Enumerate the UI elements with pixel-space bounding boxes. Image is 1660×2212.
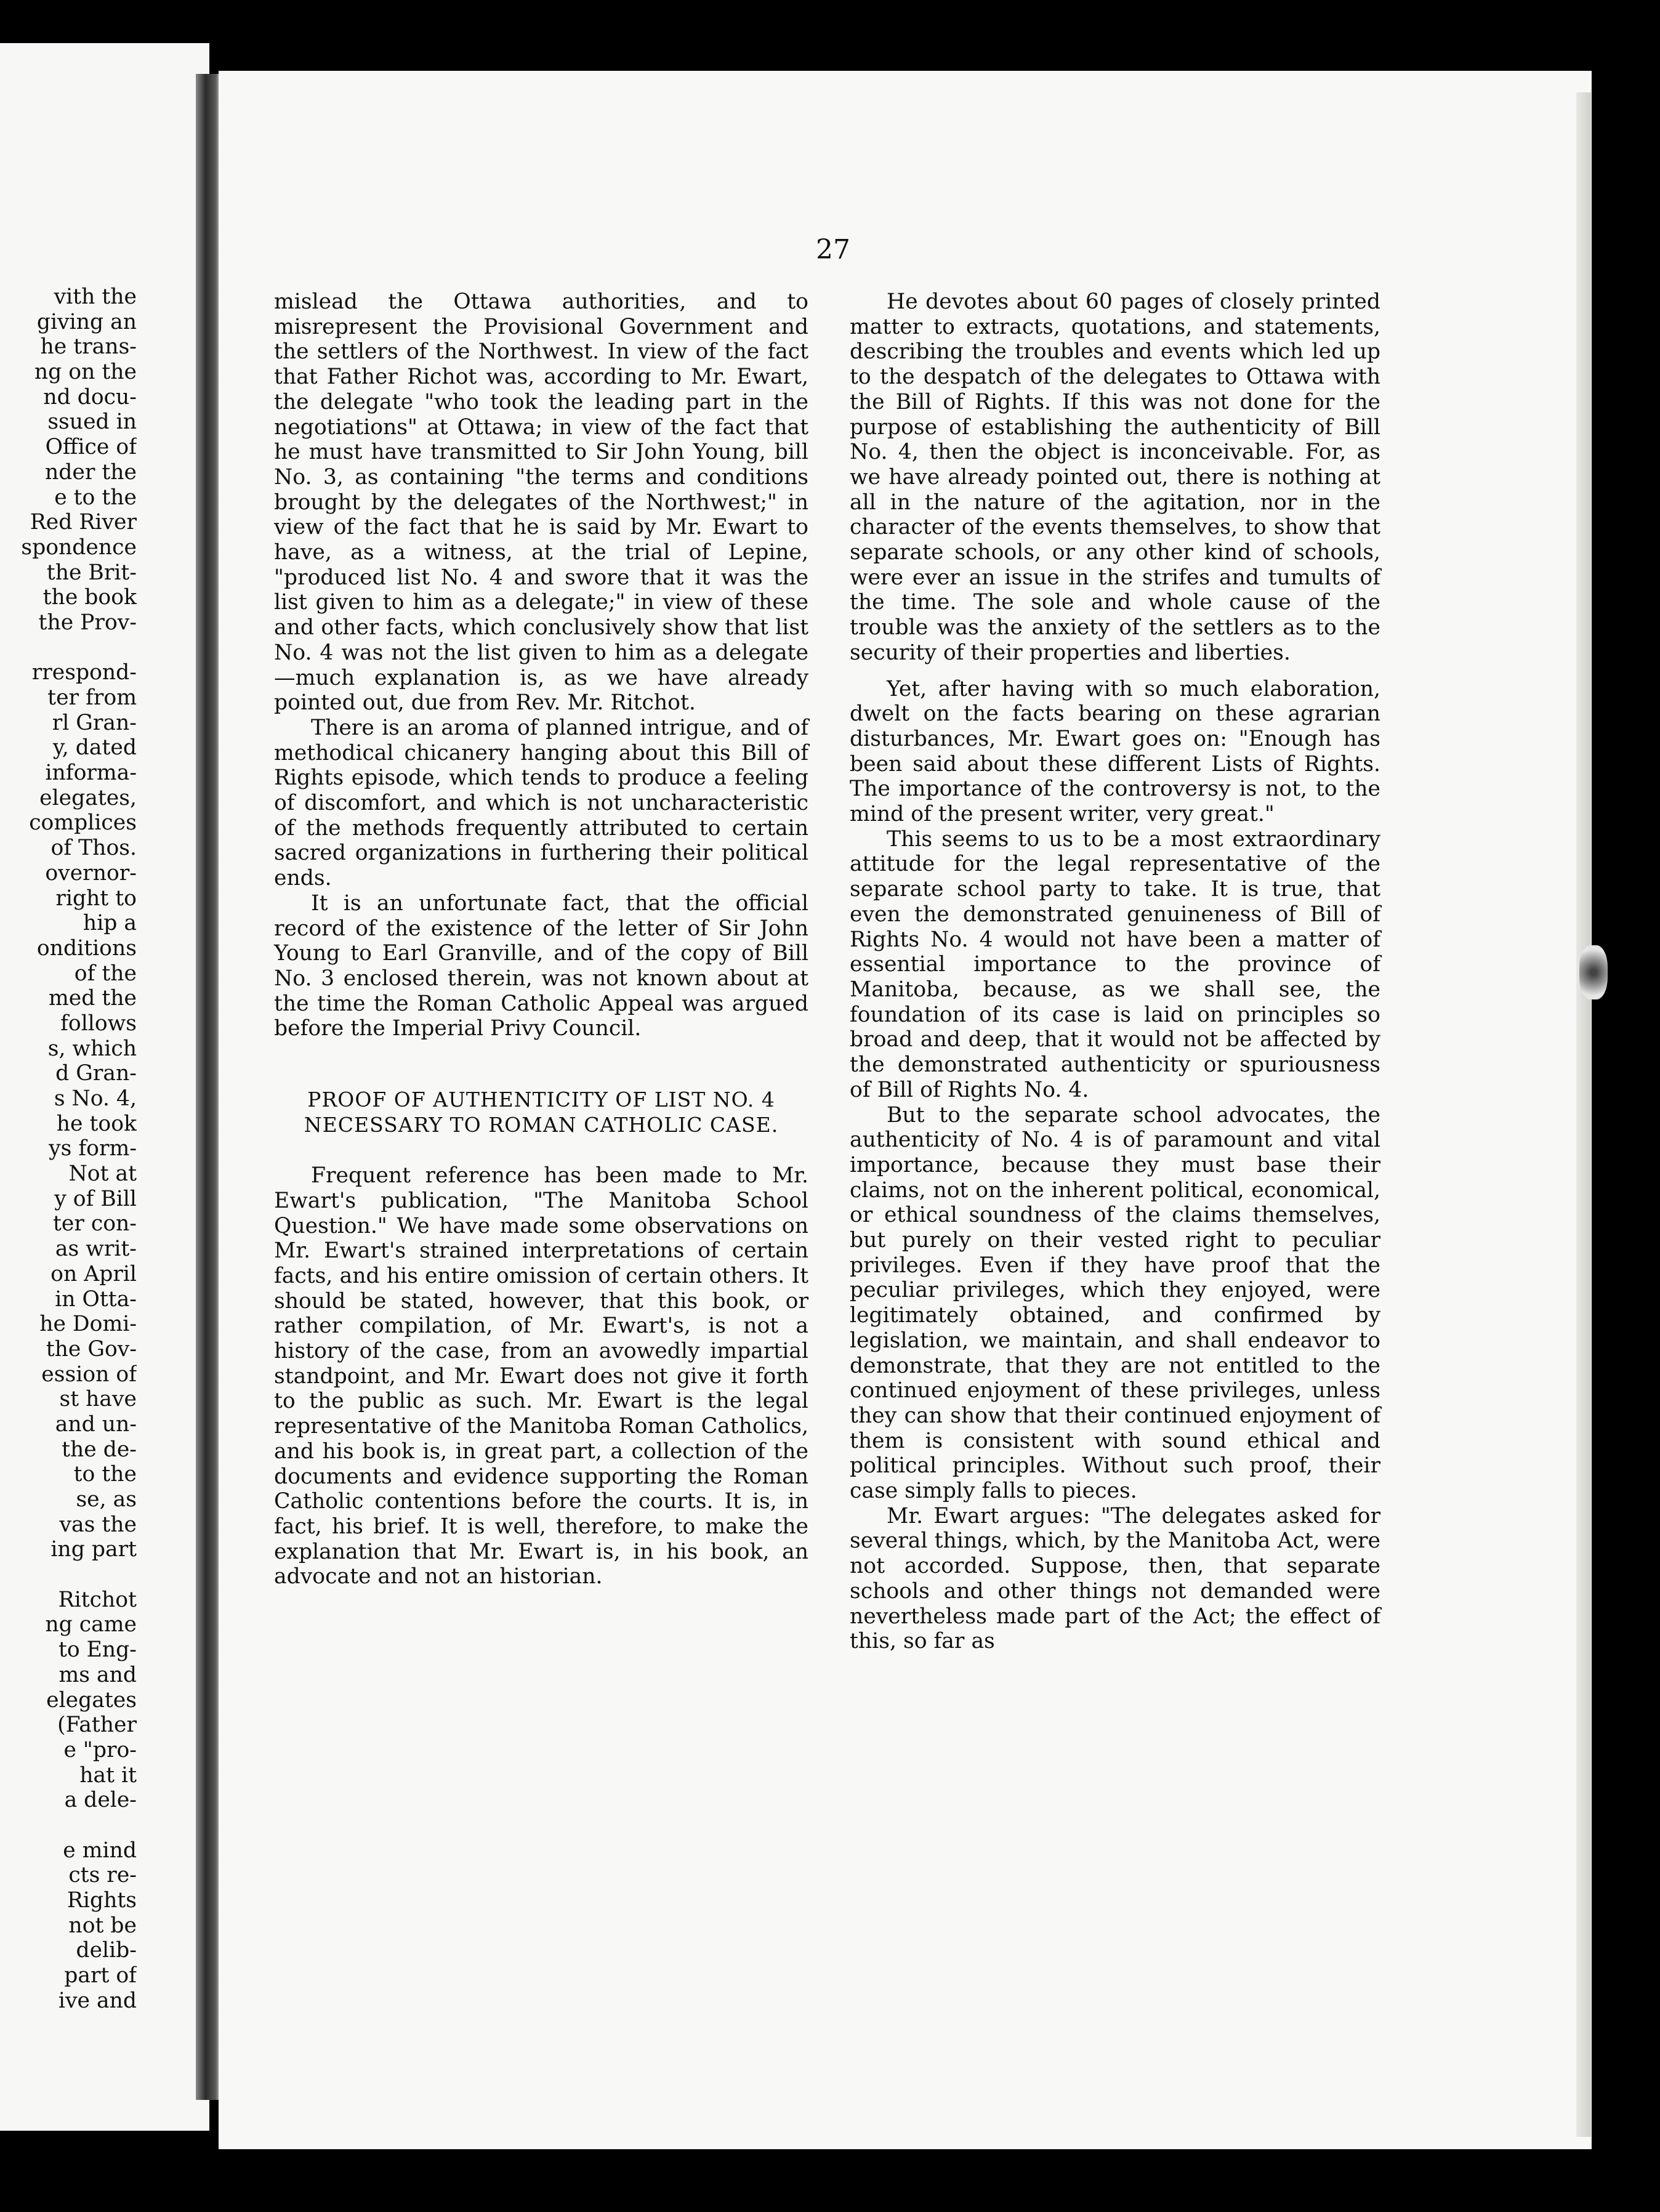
fragment-line: giving an <box>36 309 137 334</box>
fragment-line: Not at <box>68 1161 137 1187</box>
paragraph: He devotes about 60 pages of closely printed matter to extracts, quotations, and statements, describing the troubles and events which led up to the despatch of the delegates to Ottawa with the Bill of Rights. If this was not done for the purpose of establishing the authenticity of Bill No. 4, then the object is inconceivable. For, as we have already pointed out, there is nothing at all in the nature of the agitation, nor in the character of the events themselves, to show that separate schools, or any other kind of schools, were ever an issue in the strifes and tumults of the time. The sole and whole cause of the trouble was the anxiety of the settlers as to the security of their properties and liberties. <box>850 289 1380 665</box>
fragment-line: Red River <box>30 510 137 535</box>
fragment-line: ssued in <box>47 410 137 435</box>
fragment-line: ter con- <box>52 1211 137 1237</box>
fragment-line: ession of <box>41 1362 137 1387</box>
fragment-line: cts re- <box>68 1863 137 1888</box>
fragment-line: y of Bill <box>54 1186 137 1211</box>
page-edge <box>1576 92 1591 2137</box>
fragment-line: hat it <box>79 1762 137 1788</box>
fragment-line: Office of <box>45 435 137 460</box>
fragment-line: ing part <box>50 1537 137 1562</box>
fragment-line: in Otta- <box>55 1286 137 1312</box>
fragment-line: overnor- <box>45 860 137 886</box>
fragment-line: complices <box>29 810 137 836</box>
fragment-line: hip a <box>83 911 137 936</box>
fragment-line: rl Gran- <box>52 710 137 735</box>
fragment-line: ive and <box>58 1988 137 2013</box>
fragment-line: ms and <box>58 1662 137 1687</box>
fragment-line: on April <box>50 1261 137 1286</box>
fragment-line: the de- <box>62 1437 137 1462</box>
fragment-line: ng on the <box>34 360 137 385</box>
fragment-line: e to the <box>54 485 137 510</box>
section-heading: PROOF OF AUTHENTICITY OF LIST NO. 4 NECESSARY TO ROMAN CATHOLIC CASE. <box>304 1088 779 1137</box>
fragment-line: med the <box>48 986 137 1011</box>
fragment-line: he Domi- <box>39 1312 137 1337</box>
ink-smudge <box>1579 945 1608 999</box>
fragment-line: of the <box>74 961 137 986</box>
paragraph: Yet, after having with so much elaboration, dwelt on the facts bearing on these agrarian disturbances, Mr. Ewart goes on: "Enough has been said about these different Lists of Rights. The importance of the controversy is not, to the mind of the present writer, very great." <box>850 676 1380 827</box>
fragment-line: nd docu- <box>43 384 137 410</box>
fragment-line: e mind <box>63 1838 137 1863</box>
fragment-line: the Prov- <box>38 610 137 635</box>
fragment-line <box>0 1813 137 1838</box>
page-number: 27 <box>816 234 850 265</box>
fragment-line: ys form- <box>49 1136 137 1161</box>
fragment-line: s No. 4, <box>54 1086 137 1111</box>
fragment-line: not be <box>68 1913 137 1938</box>
paragraph: Frequent reference has been made to Mr. Ewart's publication, "The Manitoba School Question." We have made some observations on Mr. Ewart's strained interpretations of certain facts, and his entire omission of certain others. It should be stated, however, that this book, or rather compilation, of Mr. Ewart's, is not a history of the case, from an avowedly impartial standpoint, and Mr. Ewart does not give it forth to the public as such. Mr. Ewart is the legal representative of the Manitoba Roman Catholics, and his book is, in great part, a collection of the documents and evidence supporting the Roman Catholic contentions before the courts. It is, in fact, his brief. It is well, therefore, to make the explanation that Mr. Ewart is, in his book, an advocate and not an historian. <box>274 1163 808 1589</box>
fragment-line: Rights <box>66 1888 137 1913</box>
fragment-line: y, dated <box>52 735 137 761</box>
fragment-line: a dele- <box>64 1788 137 1813</box>
fragment-line: elegates <box>46 1687 137 1713</box>
fragment-line: rrespond- <box>31 660 137 685</box>
fragment-line: vas the <box>59 1512 137 1537</box>
fragment-line: follows <box>60 1011 137 1036</box>
fragment-line: s, which <box>47 1036 137 1061</box>
fragment-line: as writ- <box>55 1237 137 1262</box>
fragment-line: ng came <box>45 1612 137 1637</box>
paragraph: mislead the Ottawa authorities, and to misrepresent the Provisional Government and the settlers of the Northwest. In view of the fact that Father Richot was, according to Mr. Ewart, the delegate "who took the leading part in the negotiations" at Ottawa; in view of the fact that he must have transmitted to Sir John Young, bill No. 3, as containing "the terms and conditions brought by the delegates of the Northwest;" in view of the fact that he is said by Mr. Ewart to have, as a witness, at the trial of Lepine, "produced list No. 4 and swore that it was the list given to him as a delegate;" in view of these and other facts, which conclusively show that list No. 4 was not the list given to him as a delegate—much explanation is, as we have already pointed out, due from Rev. Mr. Ritchot. <box>274 289 808 716</box>
fragment-line: st have <box>59 1387 137 1412</box>
fragment-line: vith the <box>54 285 137 309</box>
fragment-line: the Gov- <box>46 1336 137 1362</box>
fragment-line: of Thos. <box>50 836 137 861</box>
fragment-line: part of <box>64 1963 137 1988</box>
fragment-line: he took <box>56 1111 137 1136</box>
fragment-line: ter from <box>47 685 137 710</box>
fragment-line: nder the <box>44 459 137 485</box>
fragment-line: (Father <box>57 1713 137 1738</box>
book-gutter <box>196 74 220 2100</box>
paragraph: But to the separate school advocates, the authenticity of No. 4 is of paramount and vital importance, because they must base their claims, not on the inherent political, economical, or ethical soundness of the claims themselves, but purely on their vested right to peculiar privileges. Even if they have proof that the peculiar privileges, which they enjoyed, were legitimately obtained, and confirmed by legislation, we maintain, and shall endeavor to demonstrate, that they are not entitled to the continued enjoyment of these privileges, unless they can show that their continued enjoyment of them is consistent with sound ethical and political principles. Without such proof, their case simply falls to pieces. <box>850 1102 1380 1504</box>
fragment-line: e "pro- <box>63 1737 137 1762</box>
fragment-line <box>0 1562 137 1588</box>
column-left <box>274 289 808 1589</box>
column-right <box>850 289 1380 1654</box>
fragment-line: elegates, <box>39 785 137 810</box>
fragment-line: delib- <box>76 1938 137 1963</box>
fragment-line: and un- <box>55 1411 137 1437</box>
fragment-line: se, as <box>76 1487 137 1512</box>
fragment-line <box>0 636 137 661</box>
fragment-line: to the <box>73 1462 137 1487</box>
fragment-line: the Brit- <box>46 560 137 585</box>
paragraph: Mr. Ewart argues: "The delegates asked for several things, which, by the Manitoba Act, were not accorded. Suppose, then, that separate schools and other things not demanded were nevertheless made part of the Act; the effect of this, so far as <box>850 1503 1380 1654</box>
fragment-line: to Eng- <box>58 1637 137 1663</box>
fragment-line: onditions <box>36 935 137 961</box>
fragment-line: Ritchot <box>58 1587 137 1612</box>
left-page-fragments <box>0 285 137 2013</box>
fragment-line: the book <box>42 585 137 610</box>
fragment-line: d Gran- <box>55 1061 137 1086</box>
fragment-line: he trans- <box>40 334 137 360</box>
fragment-line: right to <box>55 886 137 911</box>
fragment-line: informa- <box>45 761 137 786</box>
paragraph: There is an aroma of planned intrigue, and of methodical chicanery hanging about this Bill of Rights episode, which tends to produce a feeling of discomfort, and which is not uncharacteristic of the methods frequently attributed to certain sacred organizations in furthering their political ends. <box>274 715 808 891</box>
paragraph: It is an unfortunate fact, that the official record of the existence of the letter of Sir John Young to Earl Granville, and of the copy of Bill No. 3 enclosed therein, was not known about at the time the Roman Catholic Appeal was argued before the Imperial Privy Council. <box>274 890 808 1041</box>
fragment-line: spondence <box>21 535 137 560</box>
paragraph: This seems to us to be a most extraordinary attitude for the legal representative of the separate school party to take. It is true, that even the demonstrated genuineness of Bill of Rights No. 4 would not have been a matter of essential importance to the province of Manitoba, because, as we shall see, the foundation of its case is laid on principles so broad and deep, that it would not be affected by the demonstrated authenticity or spuriousness of Bill of Rights No. 4. <box>850 826 1380 1102</box>
